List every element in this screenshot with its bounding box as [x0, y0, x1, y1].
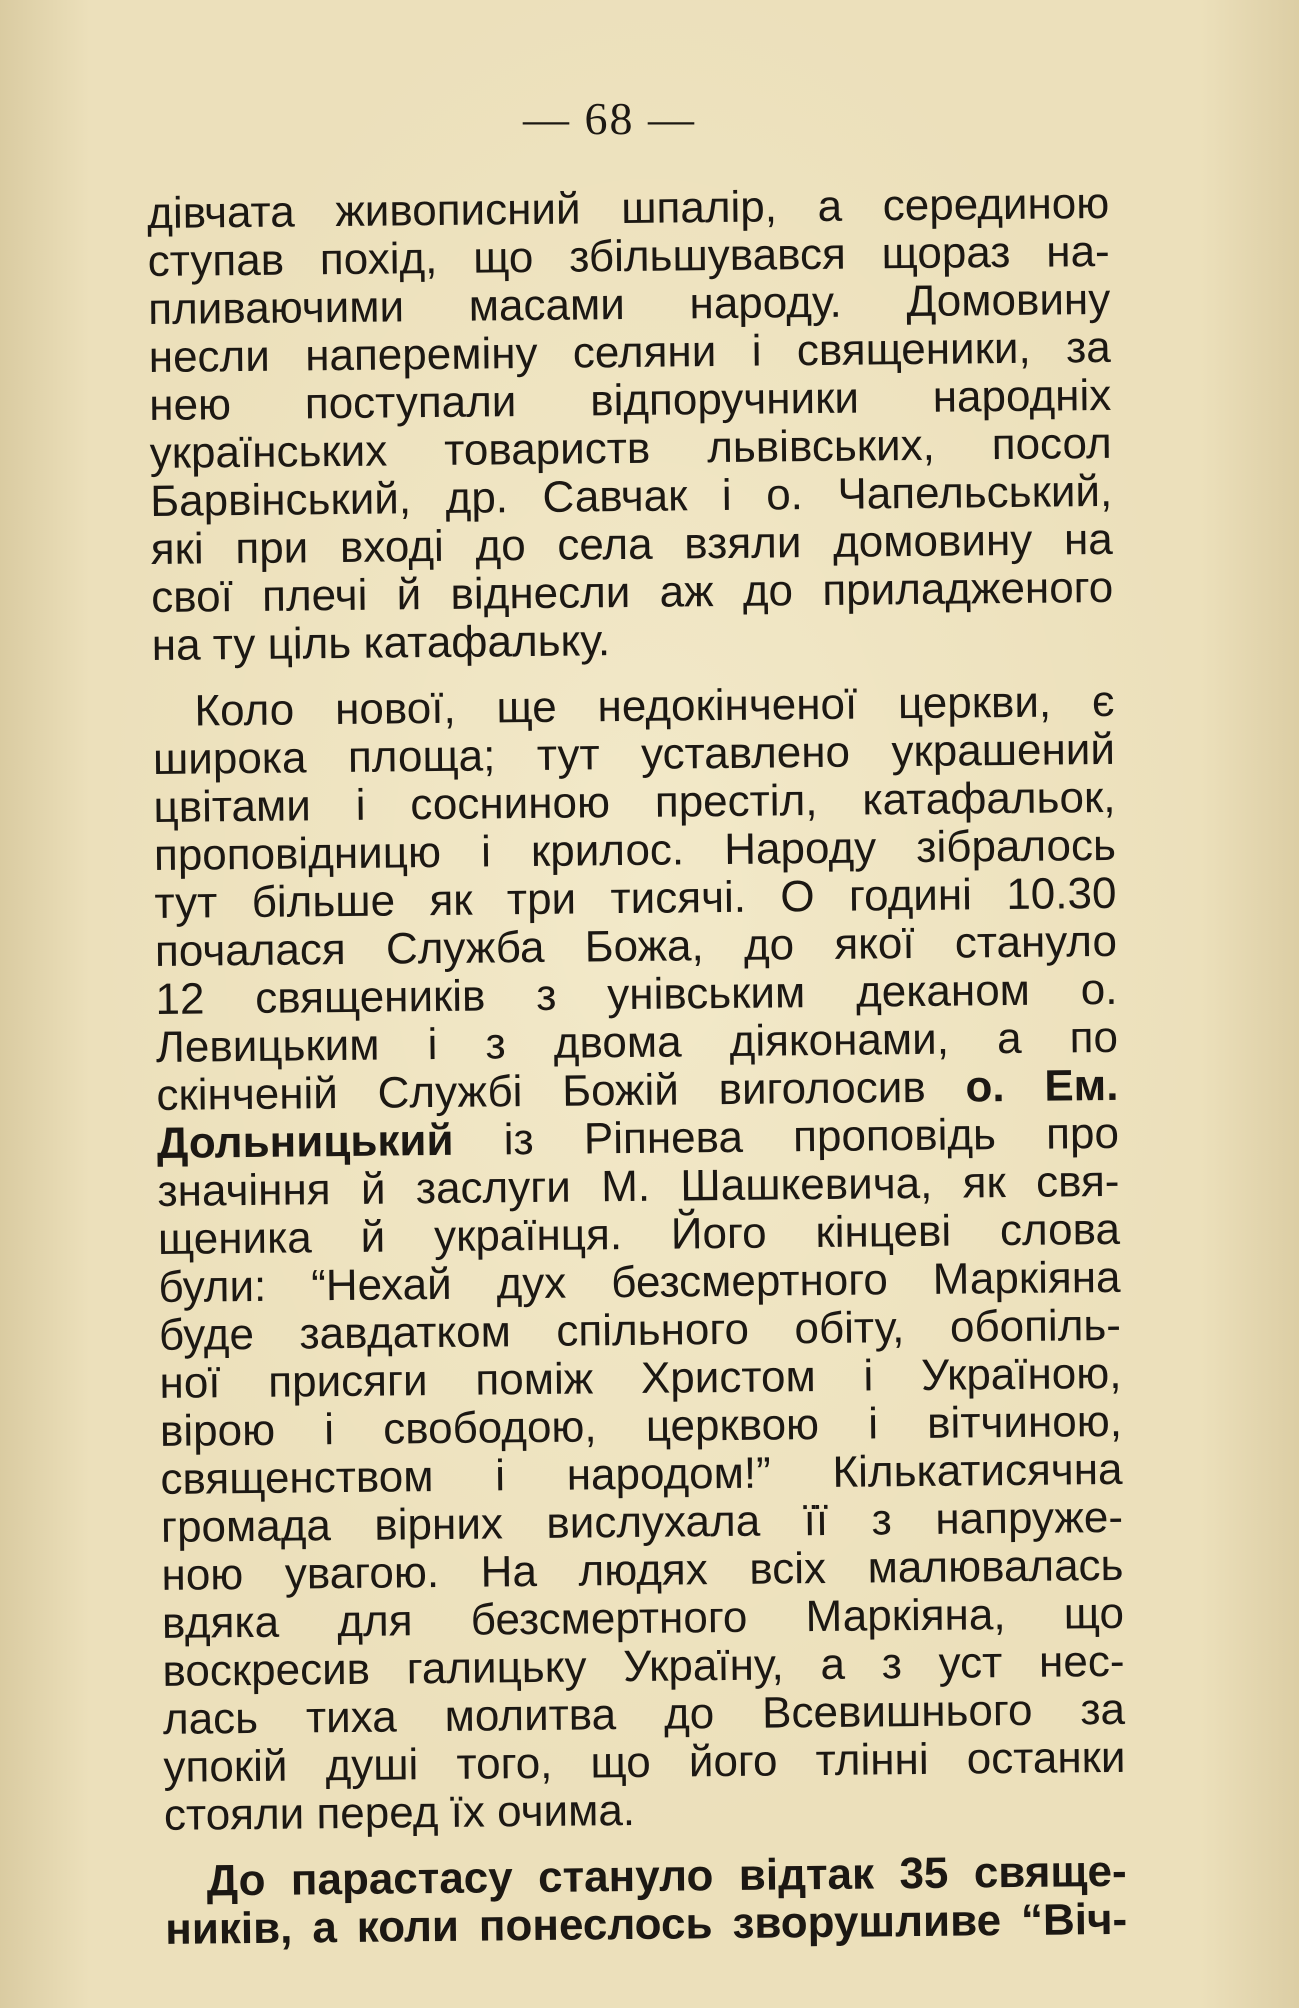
text-line: Барвінський, др. Савчак і о. Чапельський, — [150, 466, 1113, 526]
paragraph-2 — [152, 678, 1126, 1840]
text-line: вірою і свободою, церквою і вітчиною, — [159, 1396, 1123, 1456]
text-line: на ту ціль катафальку. — [151, 616, 611, 670]
text-segment: із Ріпнева проповідь про — [503, 1108, 1120, 1165]
body-text — [147, 180, 1127, 1954]
text-line: вдяка для безсмертного Маркіяна, що — [161, 1588, 1125, 1648]
text-line: були: “Нехай дух безсмертного Маркіяна — [158, 1252, 1121, 1312]
text-line: проповідницю і крилос. Народу зібралось — [153, 820, 1117, 880]
text-line: ників, а коли понеслось зворушливе “Віч- — [164, 1894, 1128, 1954]
bold-name: о. Ем. — [965, 1060, 1119, 1112]
text-line: нею поступали відпоручники народніх — [149, 370, 1112, 430]
bold-name: Дольницький — [156, 1115, 454, 1168]
paragraph-3 — [164, 1848, 1127, 1954]
text-line: ною увагою. На людях всіх малювалась — [161, 1540, 1124, 1600]
text-line: українських товариств львівських, посол — [149, 418, 1112, 478]
text-line: священством і народом!” Кількатисячна — [160, 1444, 1123, 1504]
text-line: воскресив галицьку Україну, а з уст нес- — [162, 1636, 1125, 1696]
text-line: лась тиха молитва до Всевишнього за — [162, 1684, 1126, 1744]
paragraph-1 — [147, 180, 1114, 670]
text-line: ної присяги поміж Христом і Україною, — [159, 1348, 1122, 1408]
text-line: Левицьким і з двома діяконами, а по — [155, 1012, 1119, 1072]
text-line: пливаючими масами народу. Домовину — [147, 274, 1111, 334]
text-line: буде завдатком спільного обіту, обопіль- — [158, 1300, 1122, 1360]
text-line: Коло нової, ще недокінченої церкви, є — [194, 676, 1115, 736]
text-line: які при вході до села взяли домовину на — [150, 514, 1113, 574]
text-line: широка площа; тут уставлено украшений — [152, 724, 1116, 784]
text-line: упокій душі того, що його тлінні останки — [163, 1732, 1126, 1792]
text-line: щеника й українця. Його кінцеві слова — [157, 1204, 1121, 1264]
text-line: ступав похід, що збільшувався щораз на- — [147, 226, 1110, 286]
text-segment: скінченій Службі Божій виголосив — [156, 1062, 926, 1120]
text-line: громада вірних вислухала її з напруже- — [160, 1492, 1124, 1552]
text-line: цвітами і сосниною престіл, катафальок, — [153, 772, 1116, 832]
text-line: стояли перед їх очима. — [163, 1785, 636, 1840]
text-line: дівчата живописний шпалір, а серединою — [146, 178, 1110, 238]
text-line: 12 священиків з унівським деканом о. — [155, 964, 1118, 1024]
text-line: До парастасу стануло відтак 35 свяще- — [206, 1846, 1127, 1906]
text-line: свої плечі й віднесли аж до приладженого — [151, 562, 1114, 622]
text-line: значіння й заслуги М. Шашкевича, як свя- — [157, 1156, 1120, 1216]
text-line: тут більше як три тисячі. О годині 10.30 — [154, 868, 1117, 928]
page-number: — 68 — — [523, 93, 696, 144]
text-line: несли напереміну селяни і священики, за — [148, 322, 1111, 382]
text-line: почалася Служба Божа, до якої стануло — [154, 916, 1118, 976]
